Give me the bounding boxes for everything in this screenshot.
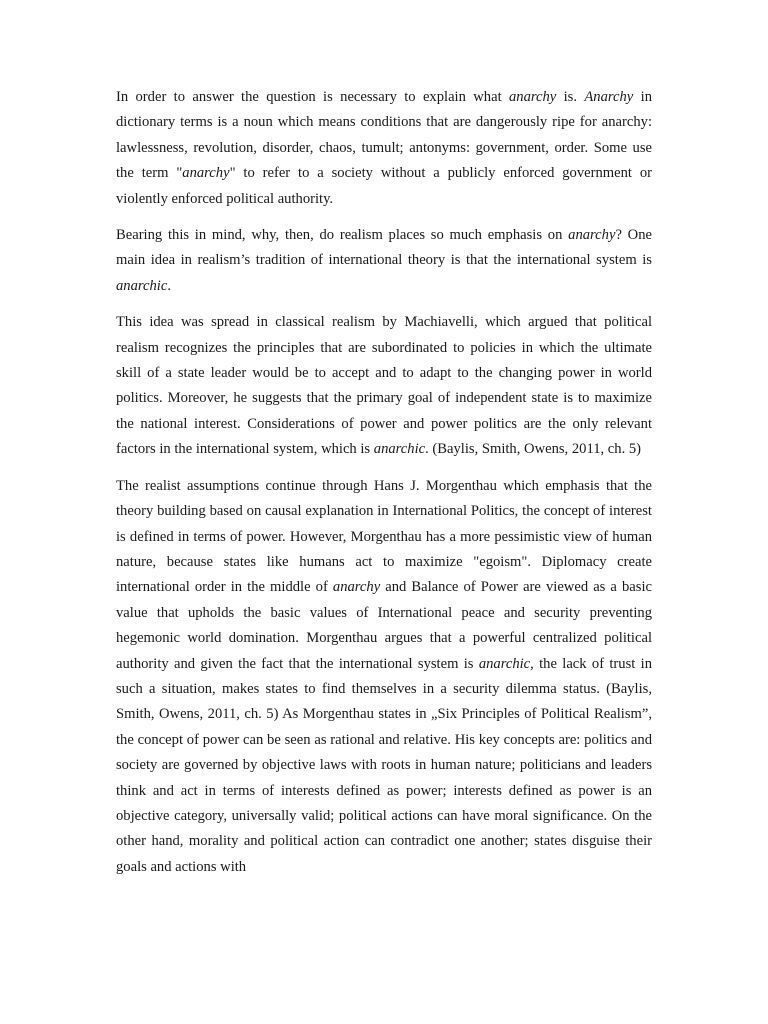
paragraph-anarchy-definition: In order to answer the question is necessary to explain what anarchy is. Anarchy in dictionary terms is a noun which means conditions that are dangerously ripe for anarchy: lawlessness, revolution, disorder, chaos, tumult; antonyms: government, order. Some use the term "anarchy" to refer to a society without a publicly enforced government or violently enforced political authority. [116, 89, 652, 207]
paragraph-morgenthau: The realist assumptions continue through Hans J. Morgenthau which emphasis that the theory building based on causal explanation in International Politics, the concept of interest is defined in terms of power. However, Morgenthau has a more pessimistic view of human nature, because states like humans act to maximize "egoism". Diplomacy create international order in the middle of anarchy and Balance of Power are viewed as a basic value that upholds the basic values of International peace and security preventing hegemonic world domination. Morgenthau argues that a powerful centralized political authority and given the fact that the international system is anarchic, the lack of trust in such a situation, makes states to find themselves in a security dilemma status. (Baylis, Smith, Owens, 2011, ch. 5) As Morgenthau states in „Six Principles of Political Realism”, the concept of power can be seen as rational and relative. His key concepts are: politics and society are governed by objective laws with roots in human nature; politicians and leaders think and act in terms of interests defined as power; interests defined as power is an objective category, universally valid; political actions can have moral significance. On the other hand, morality and political action can contradict one another; states disguise their goals and actions with [116, 477, 652, 875]
paragraph-machiavelli: This idea was spread in classical realism by Machiavelli, which argued that political realism recognizes the principles that are subordinated to policies in which the ultimate skill of a state leader would be to accept and to adapt to the changing power in world politics. Moreover, he suggests that the primary goal of independent state is to maximize the national interest. Considerations of power and power politics are the only relevant factors in the international system, which is anarchic. (Baylis, Smith, Owens, 2011, ch. 5) [116, 314, 652, 458]
paragraph-realism-emphasis: Bearing this in mind, why, then, do realism places so much emphasis on anarchy? One main idea in realism’s tradition of international theory is that the international system is anarchic. [116, 227, 652, 294]
